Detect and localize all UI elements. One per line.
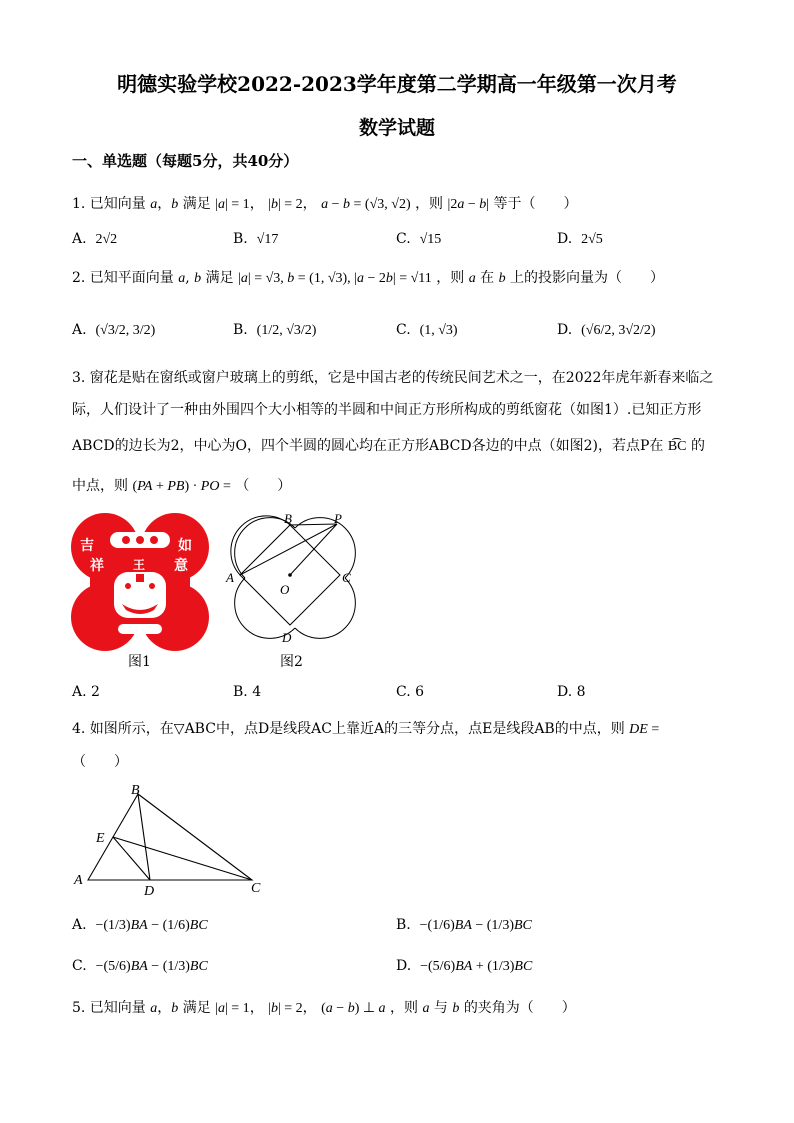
q4-line-1: 4. 如图所示，在▽ABC中，点D是线段AC上靠近A的三等分点，点E是线段AB的中点，则 DE = bbox=[72, 721, 660, 737]
q3-line-2: 际，人们设计了一种由外围四个大小相等的半圆和中间正方形所构成的剪纸窗花（如图1）.已知正方形 bbox=[72, 402, 702, 418]
q2-stem: 2. 已知平面向量 a, b 满足 |a| = √3, b = (1, √3), |a − 2b| = √11 ，则 a 在 b 上的投影向量为（ ） bbox=[72, 270, 665, 286]
q1-option-c[interactable]: C. √15 bbox=[396, 231, 442, 247]
q2-option-d[interactable]: D. (√6/2, 3√2/2) bbox=[557, 322, 656, 338]
q1-stem: 1. 已知向量 a，b 满足 |a| = 1， |b| = 2， a − b = (√3, √2) ，则 |2a − b| 等于（ ） bbox=[72, 196, 578, 212]
fig1-char-yi: 意 bbox=[174, 559, 188, 574]
figure-2-geometry bbox=[220, 510, 370, 650]
fig1-char-ru: 如 bbox=[178, 539, 192, 554]
tri-label-b: B bbox=[131, 783, 140, 798]
figure-triangle bbox=[70, 780, 270, 898]
fig2-label-b: B bbox=[284, 511, 292, 526]
q1-option-a[interactable]: A. 2√2 bbox=[72, 231, 118, 247]
fig2-label-p: P bbox=[334, 511, 342, 526]
q4-option-b[interactable]: B. −(1/6)BA − (1/3)BC bbox=[396, 917, 532, 933]
fig2-label-c: C bbox=[342, 570, 351, 585]
fig2-label-a: A bbox=[226, 570, 234, 585]
figure-1-papercut bbox=[70, 512, 210, 652]
exam-title: 明德实验学校2022-2023学年度第二学期高一年级第一次月考 bbox=[117, 72, 677, 96]
q4-option-a[interactable]: A. −(1/3)BA − (1/6)BC bbox=[72, 917, 208, 933]
q2-option-c[interactable]: C. (1, √3) bbox=[396, 322, 458, 338]
fig2-label-d: D bbox=[282, 630, 292, 645]
q3-line-3: ABCD的边长为2，中心为O，四个半圆的圆心均在正方形ABCD各边的中点（如图2)，若点P在 B͡C 的 bbox=[72, 438, 705, 454]
section-heading: 一、单选题（每题5分，共40分） bbox=[72, 152, 299, 170]
q4-option-d[interactable]: D. −(5/6)BA + (1/3)BC bbox=[396, 958, 533, 974]
figure-2-caption: 图2 bbox=[280, 654, 303, 670]
q1-option-b[interactable]: B. √17 bbox=[233, 231, 279, 247]
fig2-label-o: O bbox=[280, 582, 290, 597]
q5-stem: 5. 已知向量 a，b 满足 |a| = 1， |b| = 2， (a − b) ⊥ a ，则 a 与 b 的夹角为（ ） bbox=[72, 1000, 576, 1016]
q3-option-a[interactable]: A. 2 bbox=[72, 684, 100, 700]
exam-subtitle: 数学试题 bbox=[358, 117, 435, 139]
q4-option-c[interactable]: C. −(5/6)BA − (1/3)BC bbox=[72, 958, 208, 974]
q2-option-b[interactable]: B. (1/2, √3/2) bbox=[233, 322, 317, 338]
q3-option-c[interactable]: C. 6 bbox=[396, 684, 425, 700]
q4-line-2: （ ） bbox=[72, 754, 128, 770]
q3-option-d[interactable]: D. 8 bbox=[557, 684, 586, 700]
fig1-char-xiang: 祥 bbox=[90, 559, 104, 574]
fig1-char-ji: 吉 bbox=[80, 539, 94, 554]
tri-label-c: C bbox=[251, 881, 261, 896]
q3-line-4: 中点，则 (PA + PB) · PO = （ ） bbox=[72, 478, 292, 494]
q3-line-1: 3. 窗花是贴在窗纸或窗户玻璃上的剪纸，它是中国古老的传统民间艺术之一，在2022年虎年新春来临之 bbox=[72, 370, 714, 386]
q2-option-a[interactable]: A. (√3/2, 3/2) bbox=[72, 322, 156, 338]
q3-option-b[interactable]: B. 4 bbox=[233, 684, 262, 700]
tri-label-e: E bbox=[96, 831, 105, 846]
q1-option-d[interactable]: D. 2√5 bbox=[557, 231, 603, 247]
fig1-char-wang: 王 bbox=[133, 558, 146, 572]
figure-1-caption: 图1 bbox=[128, 654, 151, 670]
tri-label-a: A bbox=[74, 873, 83, 888]
tri-label-d: D bbox=[144, 884, 155, 898]
